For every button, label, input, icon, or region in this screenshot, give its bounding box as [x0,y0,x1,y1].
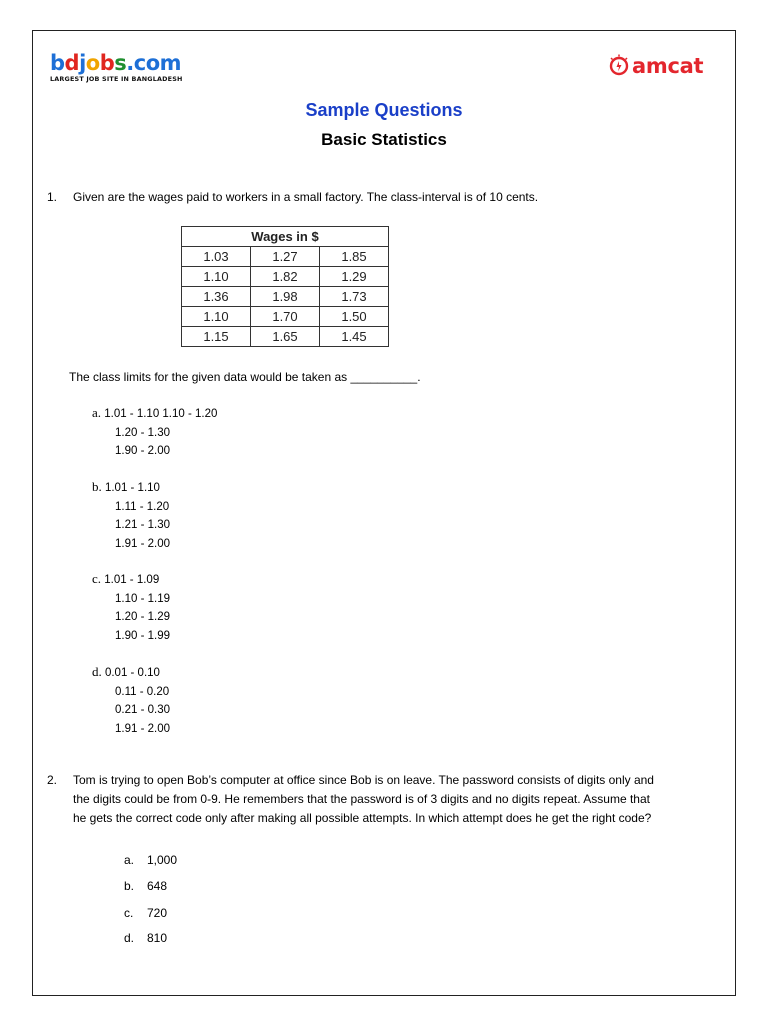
table-cell: 1.65 [251,327,320,347]
table-row [182,287,389,307]
q2-option-letter: b. [124,879,135,893]
table-cell: 1.03 [182,247,251,267]
q2-option-value: 720 [147,906,168,920]
table-cell: 1.10 [182,307,251,327]
table-cell: 1.85 [320,247,389,267]
question-1-number: 1. [47,190,58,204]
bdjobs-wordmark: bdjobs.com [50,51,182,75]
option-line: 1.91 - 2.00 [115,537,170,550]
bdjobs-logo [50,52,183,83]
table-row [182,327,389,347]
option-line: 0.11 - 0.20 [115,685,170,698]
question-2-text [73,771,723,828]
wages-table-header: Wages in $ [182,227,389,247]
option-line: 1.21 - 1.30 [115,519,170,531]
option-letter: b. [92,479,102,494]
table-row [182,247,389,267]
option-line: 1.01 - 1.09 [104,574,160,586]
q2-option-letter: c. [124,906,134,920]
bulb-icon [608,54,630,78]
q2-option-value: 648 [147,879,168,893]
table-cell: 1.27 [251,247,320,267]
question-1-text: Given are the wages paid to workers in a small factory. The class-interval is of 10 cents. [73,190,539,204]
table-cell: 1.82 [251,267,320,287]
option-letter: d. [92,664,102,679]
amcat-wordmark: amcat [632,54,704,78]
wages-table [181,226,389,347]
q2-option-letter: d. [124,931,135,945]
option-b [92,478,170,553]
table-cell: 1.15 [182,327,251,347]
option-c [92,570,170,645]
amcat-logo [608,54,703,78]
question-2-line: the digits could be from 0-9. He remembers that the password is of 3 digits and no digits repeat. Assume that [73,792,650,806]
page-subtitle: Basic Statistics [321,130,447,149]
bdjobs-tagline: LARGEST JOB SITE IN BANGLADESH [50,75,183,83]
option-line: 1.20 - 1.29 [115,611,170,623]
option-line: 1.91 - 2.00 [115,722,170,735]
question-1-prompt: The class limits for the given data would be taken as __________. [69,370,421,384]
table-cell: 1.36 [182,287,251,307]
table-row [182,307,389,327]
q2-option-value: 810 [147,931,168,945]
q2-option-letter: a. [124,853,135,867]
question-2-number: 2. [47,773,58,787]
page-title: Sample Questions [305,100,463,120]
question-2-line: he gets the correct code only after making all possible attempts. In which attempt does he get the right code? [73,811,652,825]
option-letter: a. [92,405,102,420]
option-line: 1.01 - 1.10 [104,482,160,494]
q2-option-value: 1,000 [147,853,178,867]
table-cell: 1.98 [251,287,320,307]
option-d [92,663,170,738]
table-cell: 1.70 [251,307,320,327]
option-line: 1.90 - 2.00 [115,445,170,457]
table-cell: 1.73 [320,287,389,307]
table-row [182,267,389,287]
table-cell: 1.29 [320,267,389,287]
option-line: 0.01 - 0.10 [104,667,160,679]
option-line: 1.11 - 1.20 [115,500,170,513]
option-line: 1.10 - 1.19 [115,592,170,605]
option-line: 0.21 - 0.30 [115,704,170,716]
table-cell: 1.45 [320,327,389,347]
option-letter: c. [92,571,102,586]
question-2-line: Tom is trying to open Bob’s computer at office since Bob is on leave. The password consists of digits only and [73,773,654,787]
option-line: 1.20 - 1.30 [115,426,170,439]
option-a [92,404,217,461]
table-cell: 1.10 [182,267,251,287]
option-line: 1.90 - 1.99 [115,629,170,642]
option-line: 1.01 - 1.10 1.10 - 1.20 [104,408,218,420]
table-cell: 1.50 [320,307,389,327]
